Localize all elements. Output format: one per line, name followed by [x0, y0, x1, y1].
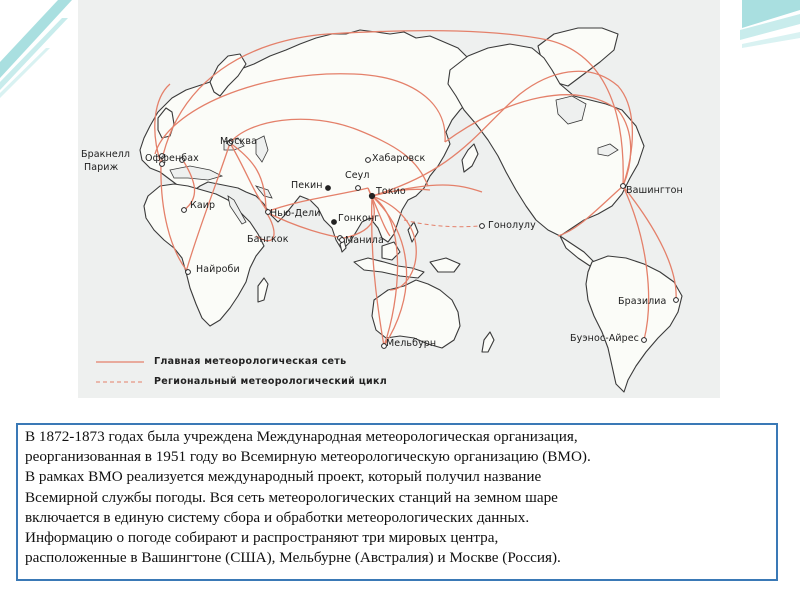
label-melburn: Мельбурн	[386, 338, 437, 349]
legend-main-label: Главная метеорологическая сеть	[154, 356, 347, 367]
label-vashington: Вашингтон	[626, 185, 683, 196]
label-kair: Каир	[190, 200, 216, 211]
marker-khabarovsk	[366, 158, 371, 163]
marker-pekin	[326, 186, 331, 191]
label-offenbakh: Оффенбах	[145, 153, 199, 164]
marker-vashington	[621, 184, 626, 189]
description-line-7: расположенные в Вашингтоне (США), Мельбурне (Австралия) и Москве (Россия).	[25, 549, 561, 567]
central-america	[560, 236, 594, 266]
label-gonolulu: Гонолулу	[488, 220, 536, 231]
label-seul: Сеул	[345, 170, 370, 181]
japan	[462, 144, 478, 172]
description-textbox	[16, 423, 778, 581]
marker-nairobi	[186, 270, 191, 275]
new-guinea	[430, 258, 460, 272]
marker-gonolulu	[480, 224, 485, 229]
label-tokio: Токио	[376, 186, 406, 197]
description-line-4: Всемирной службы погоды. Вся сеть метеорологических станций на земном шаре	[25, 488, 558, 506]
description-line-6: Информацию о погоде собирают и распространяют три мировых центра,	[25, 529, 499, 547]
marker-seul	[356, 186, 361, 191]
label-pekin: Пекин	[291, 180, 323, 191]
description-line-3: В рамках ВМО реализуется международный проект, который получил название	[25, 468, 542, 486]
new-zealand	[482, 332, 494, 352]
legend-regional-label: Региональный метеорологический цикл	[154, 376, 387, 387]
label-manila: Манила	[345, 235, 384, 246]
madagascar	[258, 278, 268, 302]
label-bangkok: Бангкок	[247, 234, 289, 245]
label-parizh: Париж	[84, 162, 119, 173]
label-braziliya: Бразилиа	[618, 296, 667, 307]
description-line-5: включается в единую систему сбора и обработки метеорологических данных.	[25, 508, 530, 526]
marker-tokio	[369, 193, 374, 198]
label-braknell: Бракнелл	[81, 149, 131, 160]
description-line-2: реорганизованная в 1951 году во Всемирную метеорологическую организацию (ВМО).	[25, 448, 591, 466]
marker-gonkong	[332, 220, 337, 225]
marker-manila	[340, 238, 345, 243]
north-america	[448, 44, 644, 236]
label-gonkong: Гонконг	[338, 213, 380, 224]
marker-buenos-aires	[642, 338, 647, 343]
marker-braziliya	[674, 298, 679, 303]
label-nairobi: Найроби	[196, 264, 240, 275]
label-buenos-aires: Буэнос-Айрес	[570, 333, 639, 344]
marker-kair	[182, 208, 187, 213]
description-line-1: В 1872-1873 годах была учреждена Международная метеорологическая организация,	[25, 428, 578, 445]
label-khabarovsk: Хабаровск	[372, 153, 426, 164]
label-moskva: Москва	[220, 136, 257, 147]
south-america	[586, 256, 682, 392]
world-map	[78, 0, 720, 398]
legend-samples	[96, 362, 144, 382]
label-nyu-deli: Нью-Дели	[270, 208, 321, 219]
